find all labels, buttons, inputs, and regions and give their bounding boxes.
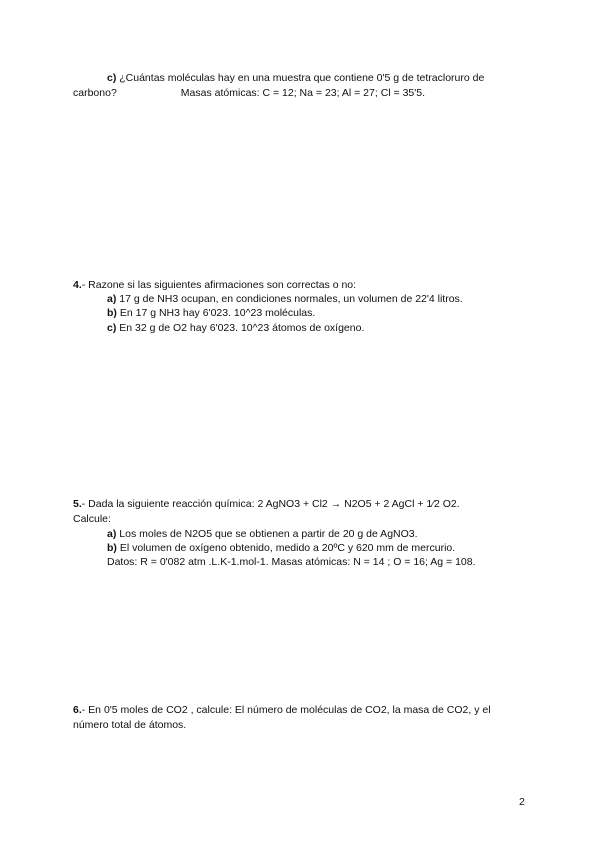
q5-number: 5. xyxy=(73,498,82,510)
page-number: 2 xyxy=(519,796,525,808)
q4-item-a xyxy=(107,293,463,306)
q6-number: 6. xyxy=(73,704,82,716)
q5-item-b xyxy=(107,542,455,555)
q4-intro: - Razone si las siguientes afirmaciones son correctas o no: xyxy=(81,279,357,291)
q4-item-c-label: c) xyxy=(107,322,117,334)
q5-item-a xyxy=(107,528,418,541)
q3c-atomic-masses: Masas atómicas: C = 12; Na = 23; Al = 27; Cl = 35'5. xyxy=(180,87,426,99)
q4-item-b-text: En 17 g NH3 hay 6'023. 10^23 moléculas. xyxy=(116,307,316,319)
q4-item-c-text: En 32 g de O2 hay 6'023. 10^23 átomos de oxígeno. xyxy=(116,322,365,334)
q3c-line-1 xyxy=(107,72,484,85)
q5-item-a-label: a) xyxy=(107,528,117,540)
q3c-text: ¿Cuántas moléculas hay en una muestra que contiene 0'5 g de tetracloruro de xyxy=(116,72,485,84)
q4-item-b xyxy=(107,307,315,320)
q5-calcule: Calcule: xyxy=(73,513,111,525)
q5-datos: Datos: R = 0'082 atm .L.K-1.mol-1. Masas atómicas: N = 14 ; O = 16; Ag = 108. xyxy=(107,556,476,568)
q3c-line-2 xyxy=(73,87,425,100)
q4-item-a-label: a) xyxy=(107,293,117,305)
q4-number: 4. xyxy=(73,279,82,291)
q4-item-b-label: b) xyxy=(107,307,117,319)
q5-intro: - Dada la siguiente reacción química: 2 AgNO3 + Cl2 → N2O5 + 2 AgCl + 1⁄2 O2. xyxy=(81,498,460,510)
q3c-label: c) xyxy=(107,72,117,84)
q4-item-c xyxy=(107,322,364,335)
q6-line-2: número total de átomos. xyxy=(73,719,187,731)
q5-heading xyxy=(73,498,460,511)
q5-item-b-label: b) xyxy=(107,542,117,554)
q5-item-a-text: Los moles de N2O5 que se obtienen a partir de 20 g de AgNO3. xyxy=(116,528,418,540)
q4-heading xyxy=(73,279,356,292)
q4-item-a-text: 17 g de NH3 ocupan, en condiciones normales, un volumen de 22'4 litros. xyxy=(116,293,463,305)
q6-line-1 xyxy=(73,704,491,717)
q6-text: - En 0'5 moles de CO2 , calcule: El número de moléculas de CO2, la masa de CO2, y el xyxy=(81,704,491,716)
q5-item-b-text: El volumen de oxígeno obtenido, medido a 20ºC y 620 mm de mercurio. xyxy=(116,542,456,554)
q3c-text-cont: carbono? xyxy=(73,87,117,99)
